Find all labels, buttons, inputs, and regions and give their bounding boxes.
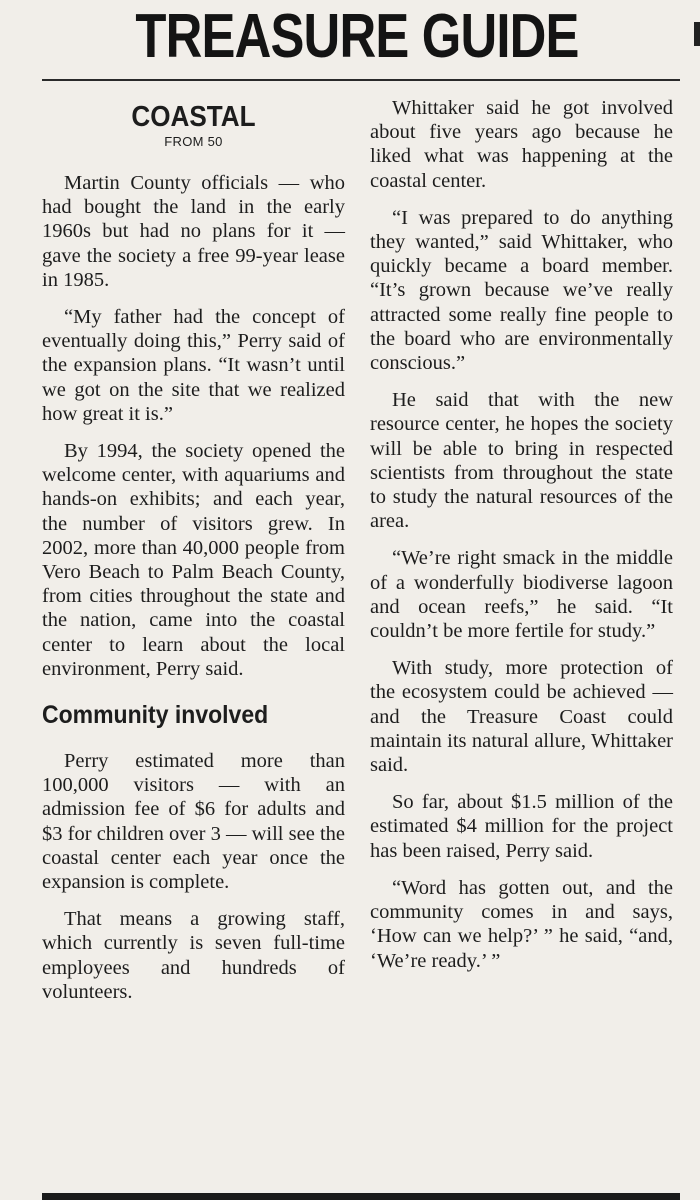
jump-line: FROM 50: [164, 134, 223, 149]
right-column: [370, 96, 673, 986]
paragraph: Whittaker said he got involved about five years ago because he liked what was happening at the coastal center.: [370, 97, 673, 192]
paragraph: “Word has gotten out, and the community comes in and says, ‘How can we help?’ ” he said, “and, ‘We’re ready.’ ”: [370, 876, 673, 972]
subhead: Community involved: [42, 701, 269, 730]
paragraph: Perry estimated more than 100,000 visitors — with an admission fee of $6 for adults and $3 for children over 3 — will see the coastal center each year once the expansion is complete.: [42, 750, 345, 894]
title-rule: [42, 79, 680, 81]
paragraph: He said that with the new resource center, he hopes the society will be able to bring in respected scientists from throughout the state to study the natural resources of the area.: [370, 389, 673, 533]
article-kicker: COASTAL: [131, 101, 256, 133]
paragraph: “We’re right smack in the middle of a wonderfully biodiverse lagoon and ocean reefs,” he said. “It couldn’t be more fertile for study.”: [370, 547, 673, 643]
paragraph: Martin County officials — who had bought the land in the early 1960s but had no plans for it — gave the society a free 99-year lease in 1985.: [42, 172, 345, 291]
bottom-rule: [42, 1193, 680, 1200]
page-edge-mark: [694, 22, 700, 46]
paragraph: That means a growing staff, which currently is seven full-time employees and hundreds of volunteers.: [42, 908, 345, 1003]
left-column: [42, 96, 345, 1017]
section-title: TREASURE GUIDE: [135, 2, 579, 71]
paragraph: So far, about $1.5 million of the estimated $4 million for the project has been raised, Perry said.: [370, 791, 673, 862]
paragraph: “My father had the concept of eventually doing this,” Perry said of the expansion plans. “It wasn’t until we got on the site that we realized how great it is.”: [42, 306, 345, 425]
paragraph: “I was prepared to do anything they wanted,” said Whittaker, who quickly became a board member. “It’s grown because we’ve really attracted some really fine people to the board who are environmentally conscious.”: [370, 206, 673, 375]
paragraph: By 1994, the society opened the welcome center, with aquariums and hands-on exhibits; and each year, the number of visitors grew. In 2002, more than 40,000 people from Vero Beach to Palm Beach County, from cities throughout the state and the nation, came into the coastal center to learn about the local environment, Perry said.: [42, 440, 345, 680]
paragraph: With study, more protection of the ecosystem could be achieved — and the Treasure Coast could maintain its natural allure, Whittaker said.: [370, 657, 673, 777]
